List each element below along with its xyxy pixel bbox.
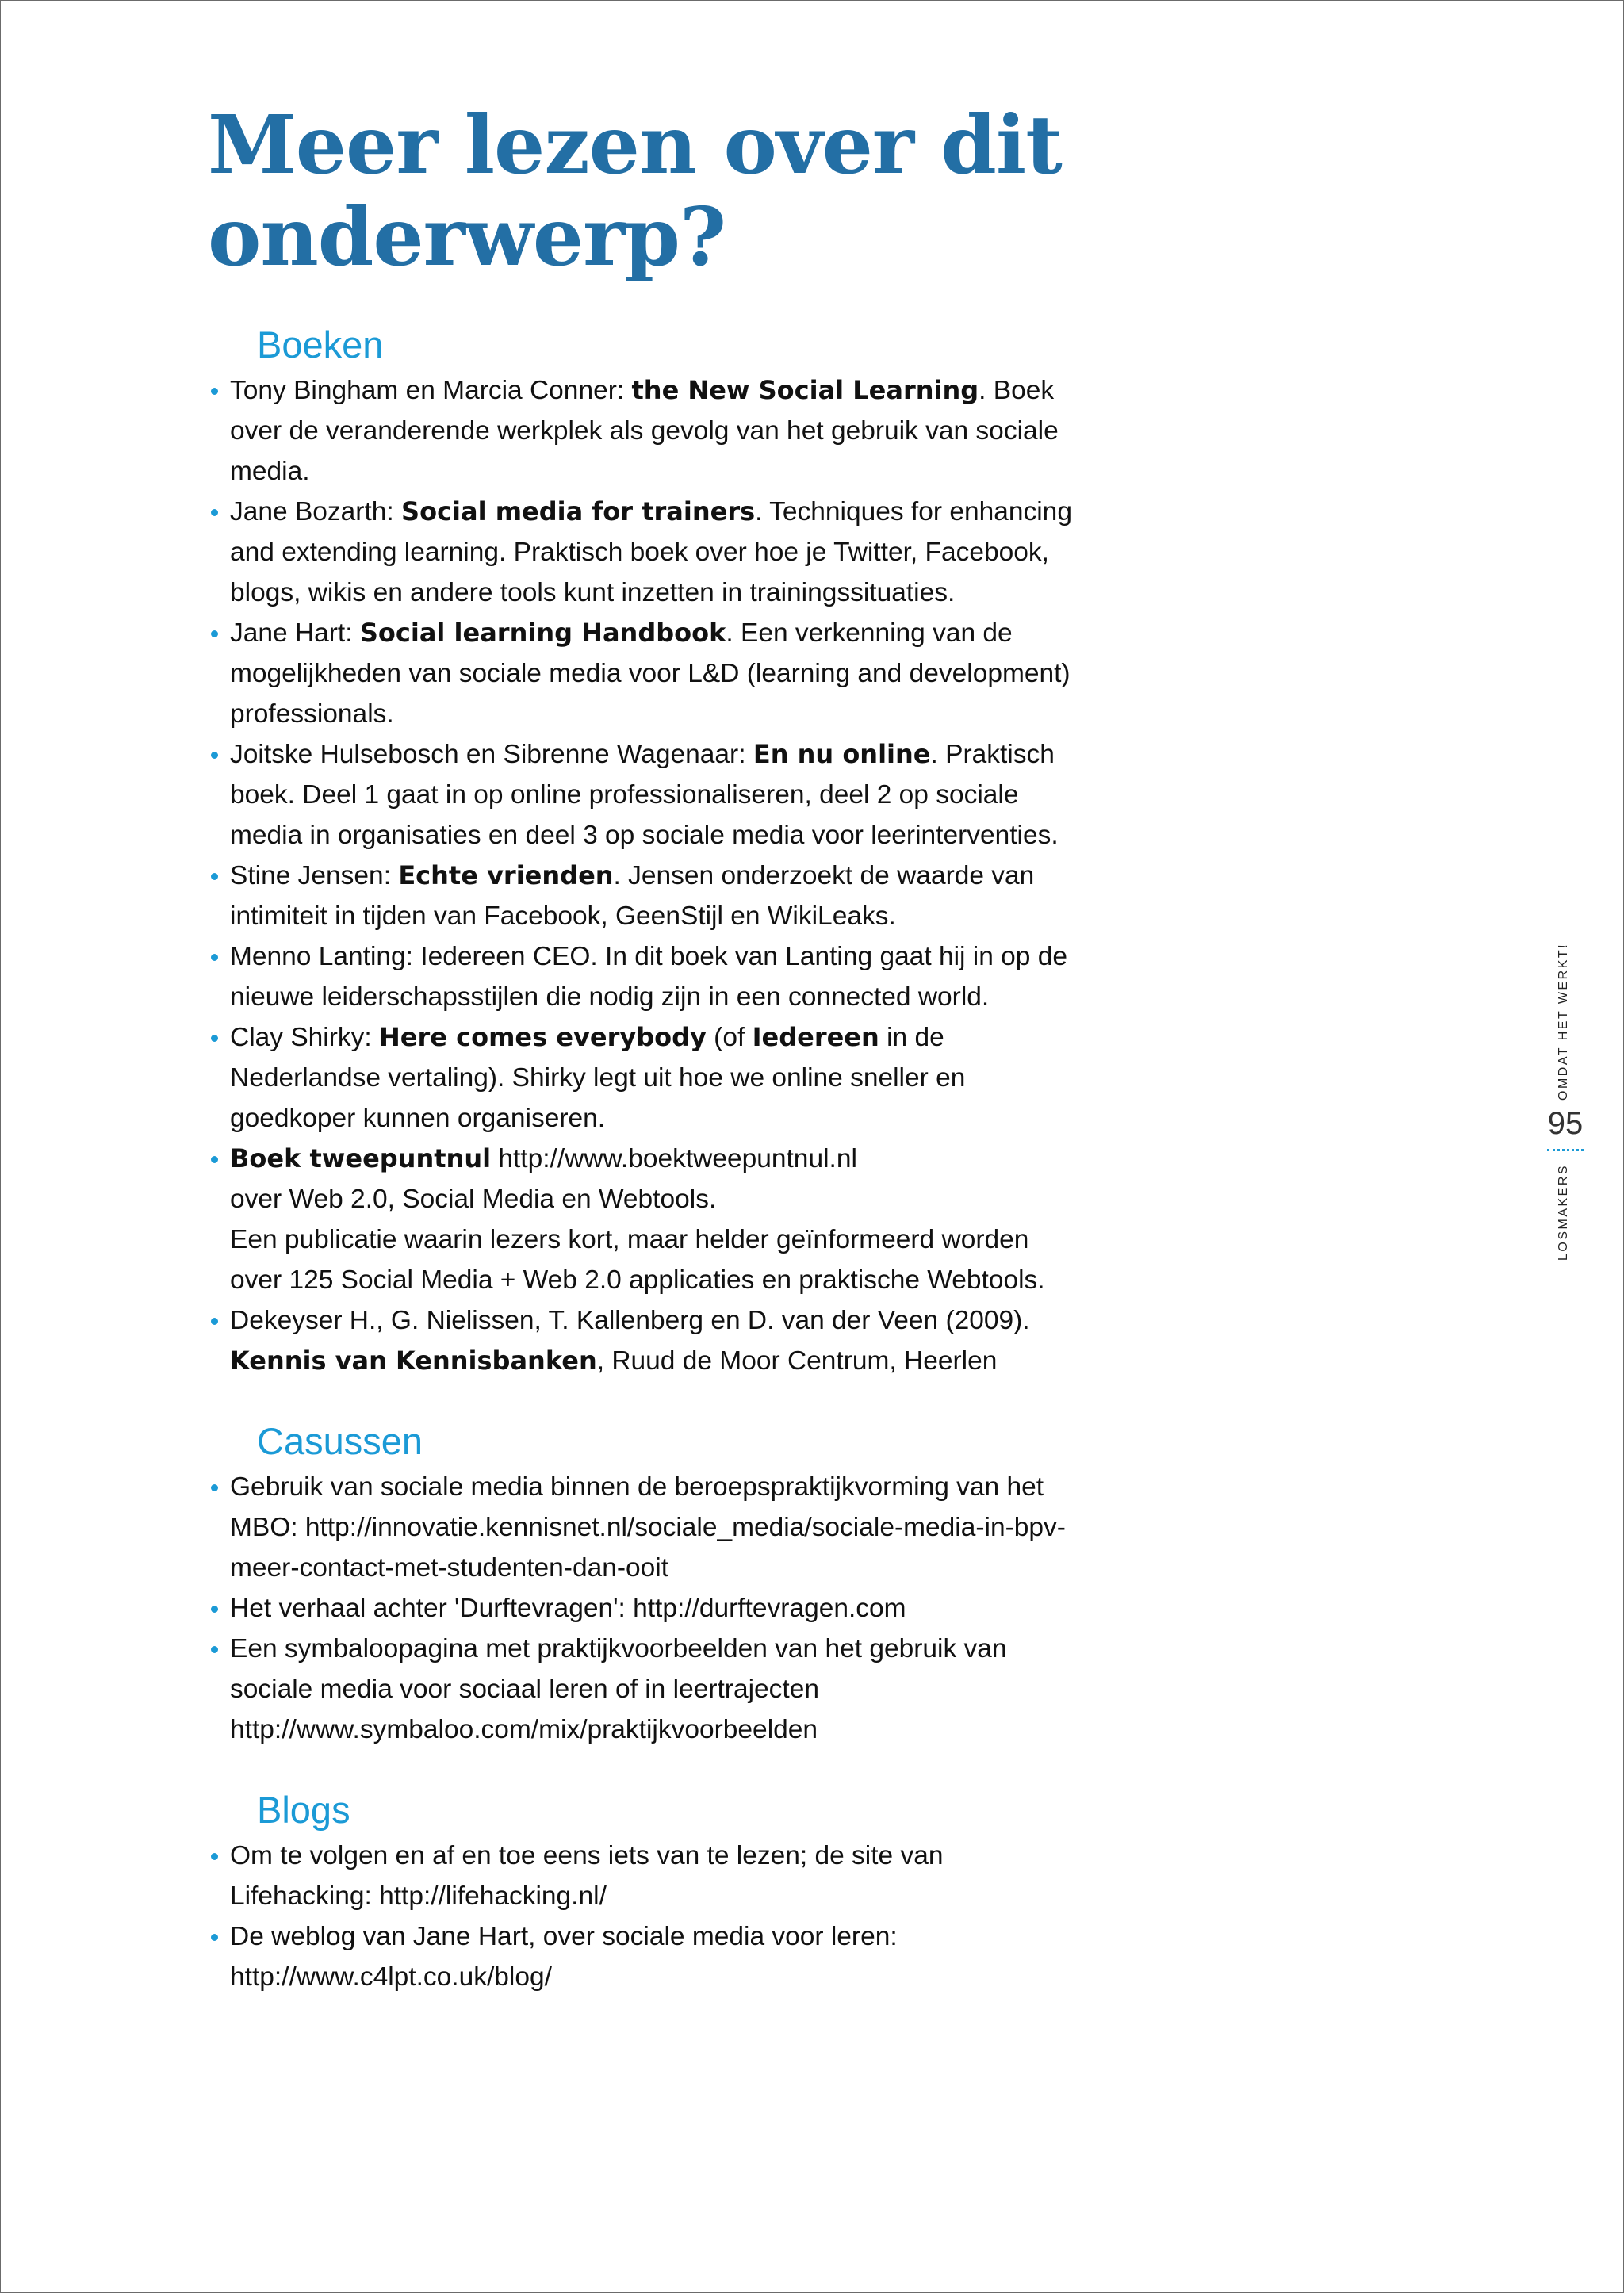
entry-text: Dekeyser H., G. Nielissen, T. Kallenberg en D. van der Veen (2009). [230,1306,1030,1335]
list-item [208,1017,1080,1139]
list-item [208,1300,1080,1381]
entry-text: . Praktisch boek. Deel 1 gaat in op online professionaliseren, deel 2 op sociale media in organisaties en deel 3 op sociale media voor leerinterventies. [230,740,1059,850]
entry-text: Een publicatie waarin lezers kort, maar helder geïnformeerd worden over 125 Social Media + Web 2.0 applicaties en praktische Webtools. [230,1225,1045,1295]
running-title: OMDAT HET WERKT! [1557,942,1570,1101]
book-title: the New Social Learning [631,375,979,405]
list-item: Een symbaloopagina met praktijkvoorbeelden van het gebruik van sociale media voor sociaal leren of in leertrajecten http://www.symbaloo.com/mix/praktijkvoorbeelden [208,1629,1080,1750]
list-item: De weblog van Jane Hart, over sociale media voor leren: http://www.c4lpt.co.uk/blog/ [208,1916,1080,1997]
list-item: Het verhaal achter 'Durftevragen': http://durftevragen.com [208,1588,1080,1629]
entry-text: in de Nederlandse vertaling). Shirky legt uit hoe we online sneller en goedkoper kunnen organiseren. [230,1023,966,1133]
entry-text: . Jensen onderzoekt de waarde van intimiteit in tijden van Facebook, GeenStijl en WikiLeaks. [230,861,1035,931]
list-item: Gebruik van sociale media binnen de beroepspraktijkvorming van het MBO: http://innovatie.kennisnet.nl/sociale_media/sociale-media-in-bpv-meer-contact-met-studenten-dan-ooit [208,1467,1080,1588]
publication-name: LOSMAKERS [1557,1163,1570,1261]
list-item: Om te volgen en af en toe eens iets van te lezen; de site van Lifehacking: http://lifehacking.nl/ [208,1836,1080,1916]
section-heading-cases: Casussen [257,1420,423,1462]
page-title-line-2: onderwerp? [208,189,726,284]
entry-text: Joitske Hulsebosch en Sibrenne Wagenaar: [230,740,753,769]
entry-text: . Een verkenning van de mogelijkheden van sociale media voor L&D (learning and development) professionals. [230,618,1071,729]
section-spacer [208,1381,1080,1418]
list-item [208,856,1080,936]
entry-text: Tony Bingham en Marcia Conner: [230,376,632,405]
cases-list [208,1467,1080,1750]
list-item [208,1139,1080,1300]
book-title: Social learning Handbook [359,618,726,648]
section-heading-books: Boeken [257,323,384,366]
list-item [208,613,1080,734]
entry-text: Stine Jensen: [230,861,399,890]
entry-text: , Ruud de Moor Centrum, Heerlen [596,1346,998,1376]
book-title: Iedereen [752,1022,879,1052]
page-title-line-1: Meer lezen over dit [208,98,1062,192]
list-item [208,370,1080,492]
list-item [208,734,1080,856]
entry-text: Clay Shirky: [230,1023,380,1052]
section-heading-blogs: Blogs [257,1789,350,1831]
page-title [208,99,1080,283]
entry-text: over Web 2.0, Social Media en Webtools. [230,1185,717,1214]
book-title: En nu online [753,739,931,769]
book-title: Echte vrienden [398,860,614,890]
entry-text: . Techniques for enhancing and extending learning. Praktisch boek over hoe je Twitter, Facebook, blogs, wikis en andere tools kunt inzetten in trainingssituaties. [230,497,1072,607]
books-list [208,370,1080,1381]
section-spacer [208,1750,1080,1786]
book-title: Here comes everybody [379,1022,707,1052]
entry-text: Jane Hart: [230,618,360,648]
book-title: Kennis van Kennisbanken [230,1346,597,1376]
book-title: Social media for trainers [401,496,756,526]
list-item [208,492,1080,613]
page-number: 95 [1547,1106,1584,1141]
entry-text: . Boek over de veranderende werkplek als gevolg van het gebruik van sociale media. [230,376,1059,486]
blogs-list [208,1836,1080,1997]
book-title: Boek tweepuntnul [230,1143,492,1173]
page-sidebar [1545,924,1586,1273]
entry-text: Jane Bozarth: [230,497,402,526]
content-column [208,321,1080,1997]
list-item [208,936,1080,1017]
entry-text: (of [706,1023,753,1052]
entry-text: Menno Lanting: Iedereen CEO. In dit boek van Lanting gaat hij in op de nieuwe leiderschapsstijlen die nodig zijn in een connected world. [230,942,1067,1012]
entry-link-text: http://www.boektweepuntnul.nl [491,1144,857,1173]
